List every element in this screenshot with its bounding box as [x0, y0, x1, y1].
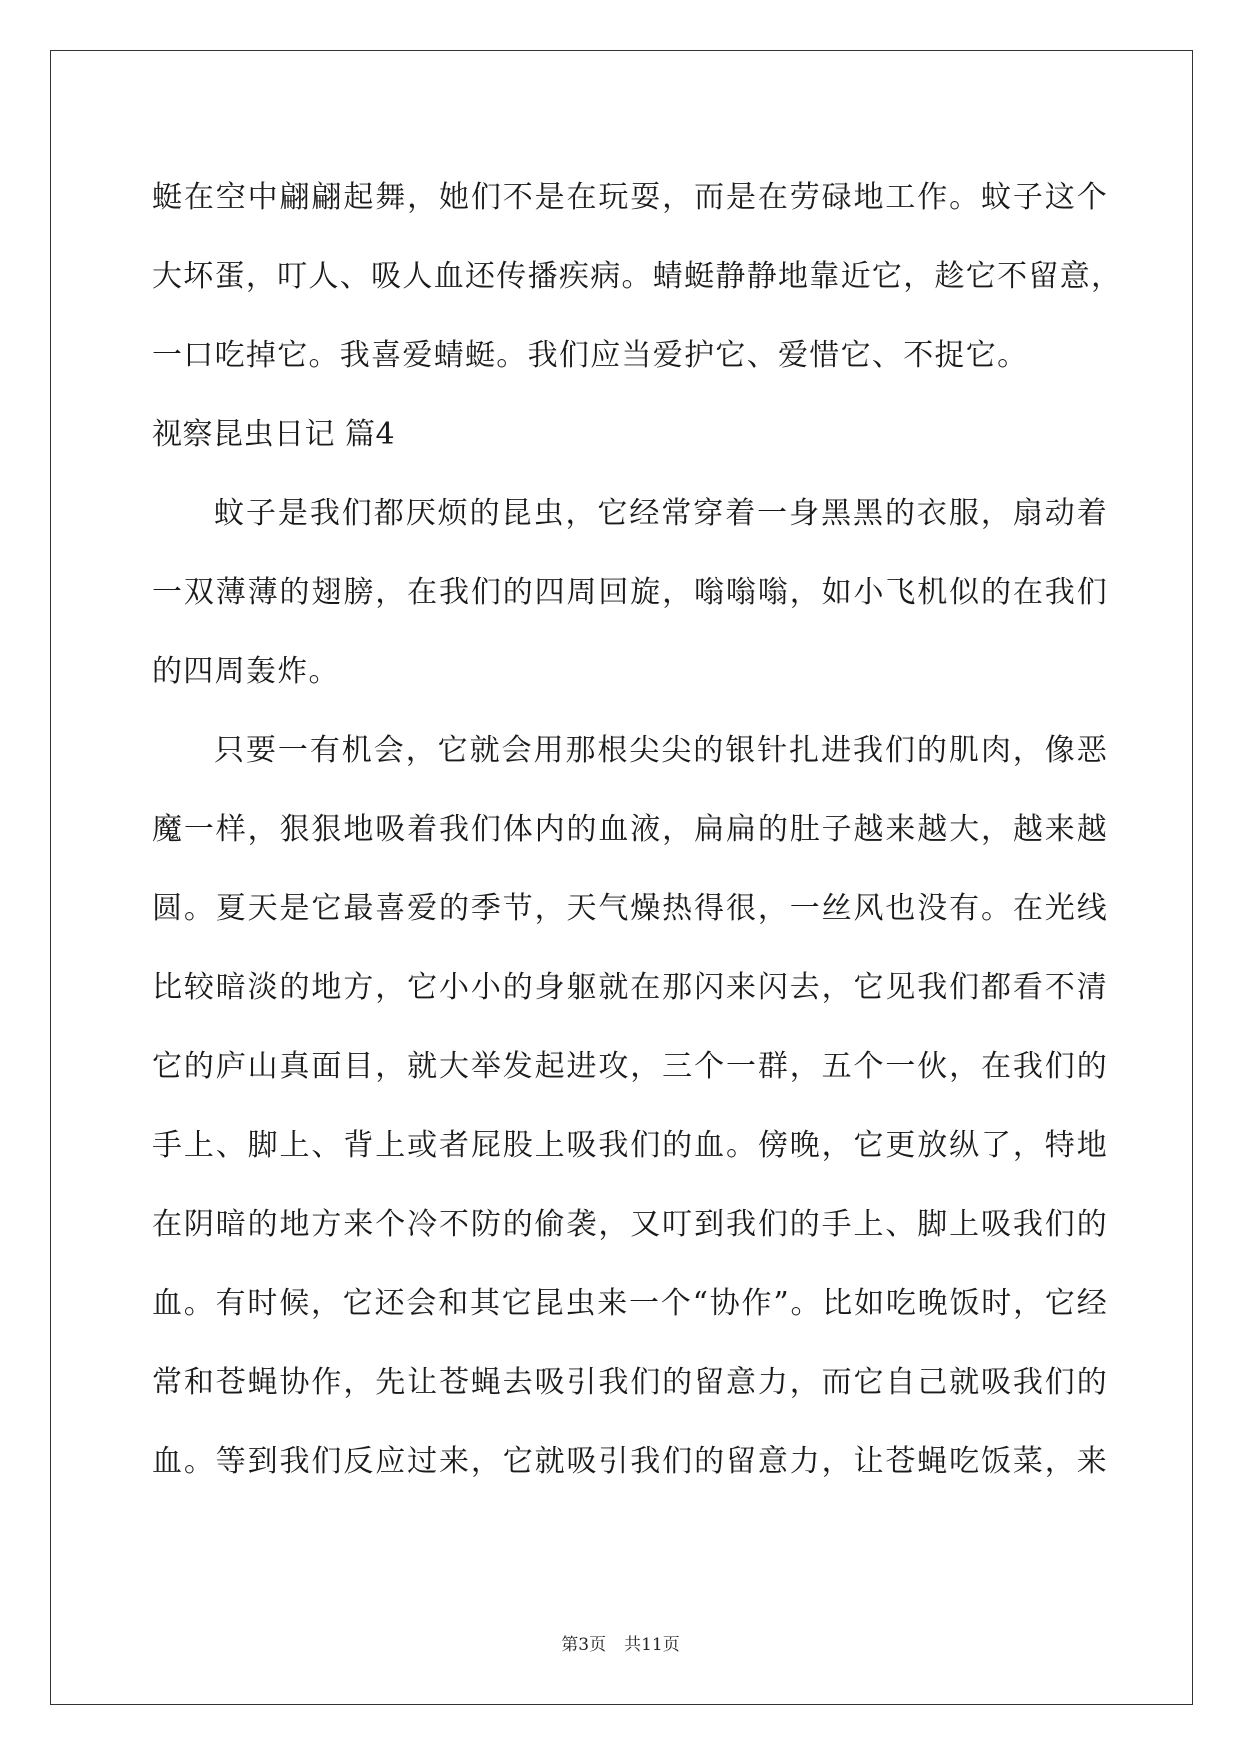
page-total: 共11页	[624, 1635, 680, 1655]
page-number: 第3页	[561, 1635, 607, 1655]
text-line: 只要一有机会，它就会用那根尖尖的银针扎进我们的肌肉，像恶	[214, 733, 1108, 768]
document-body	[152, 158, 1123, 1501]
text-line: 比较暗淡的地方，它小小的身躯就在那闪来闪去，它见我们都看不清	[152, 970, 1108, 1005]
text-line: 圆。夏天是它最喜爱的季节，天气燥热得很，一丝风也没有。在光线	[152, 891, 1108, 926]
text-line: 蜓在空中翩翩起舞，她们不是在玩耍，而是在劳碌地工作。蚊子这个	[152, 180, 1108, 215]
section-heading: 视察昆虫日记 篇4	[152, 417, 396, 452]
text-line: 血。等到我们反应过来，它就吸引我们的留意力，让苍蝇吃饭菜，来	[152, 1444, 1108, 1479]
text-line: 一口吃掉它。我喜爱蜻蜓。我们应当爱护它、爱惜它、不捉它。	[152, 338, 1029, 373]
text-line: 常和苍蝇协作，先让苍蝇去吸引我们的留意力，而它自己就吸我们的	[152, 1365, 1108, 1400]
text-line: 手上、脚上、背上或者屁股上吸我们的血。傍晚，它更放纵了，特地	[152, 1128, 1108, 1163]
text-line: 它的庐山真面目，就大举发起进攻，三个一群，五个一伙，在我们的	[152, 1049, 1108, 1084]
text-line: 魔一样，狠狠地吸着我们体内的血液，扁扁的肚子越来越大，越来越	[152, 812, 1108, 847]
page-footer	[0, 1630, 1241, 1655]
text-line: 在阴暗的地方来个冷不防的偷袭，又叮到我们的手上、脚上吸我们的	[152, 1207, 1108, 1242]
text-line: 的四周轰炸。	[152, 654, 340, 689]
text-line: 大坏蛋，叮人、吸人血还传播疾病。蜻蜓静静地靠近它，趁它不留意，	[152, 259, 1123, 294]
text-line: 血。有时候，它还会和其它昆虫来一个“协作”。比如吃晚饭时，它经	[152, 1286, 1108, 1321]
text-line: 一双薄薄的翅膀，在我们的四周回旋，嗡嗡嗡，如小飞机似的在我们	[152, 575, 1108, 610]
text-line: 蚊子是我们都厌烦的昆虫，它经常穿着一身黑黑的衣服，扇动着	[214, 496, 1108, 531]
